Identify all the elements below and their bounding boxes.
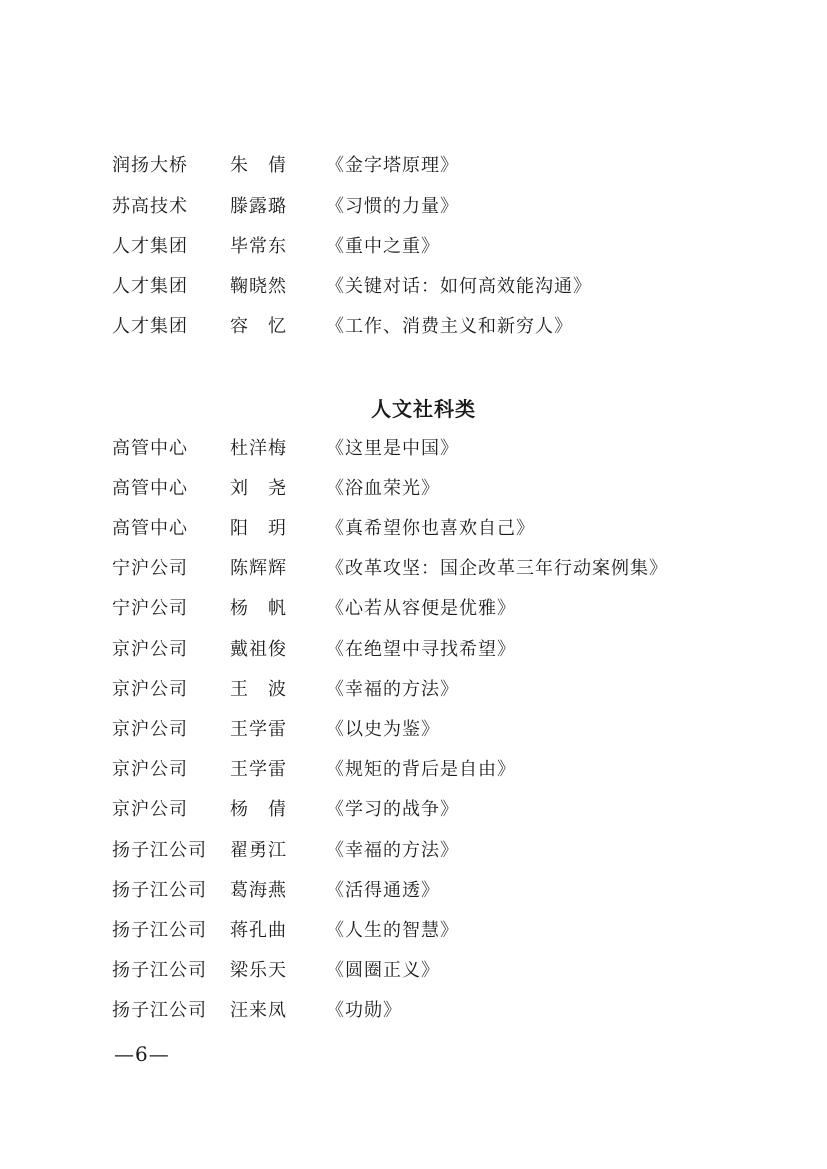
person-name: 刘 尧 — [230, 478, 287, 499]
organization-name: 人才集团 — [112, 276, 188, 297]
organization-name: 高管中心 — [112, 518, 188, 539]
organization-name: 京沪公司 — [112, 639, 188, 660]
book-title: 《学习的战争》 — [326, 799, 459, 820]
person-name: 鞠晓然 — [230, 276, 287, 297]
person-name: 汪来凤 — [230, 1000, 287, 1021]
book-title: 《工作、消费主义和新穷人》 — [326, 316, 573, 337]
person-name: 蒋孔曲 — [230, 920, 287, 941]
organization-name: 扬子江公司 — [112, 920, 207, 941]
organization-name: 扬子江公司 — [112, 840, 207, 861]
book-title: 《改革攻坚：国企改革三年行动案例集》 — [326, 558, 668, 579]
organization-name: 扬子江公司 — [112, 960, 207, 981]
book-title: 《幸福的方法》 — [326, 840, 459, 861]
book-title: 《心若从容便是优雅》 — [326, 598, 516, 619]
organization-name: 京沪公司 — [112, 799, 188, 820]
book-title: 《金字塔原理》 — [326, 155, 459, 176]
organization-name: 扬子江公司 — [112, 1000, 207, 1021]
person-name: 王学雷 — [230, 719, 287, 740]
organization-name: 宁沪公司 — [112, 558, 188, 579]
person-name: 毕常东 — [230, 236, 287, 257]
person-name: 翟勇江 — [230, 840, 287, 861]
book-title: 《浴血荣光》 — [326, 478, 440, 499]
book-title: 《活得通透》 — [326, 880, 440, 901]
organization-name: 高管中心 — [112, 438, 188, 459]
person-name: 王 波 — [230, 679, 287, 700]
organization-name: 高管中心 — [112, 478, 188, 499]
organization-name: 京沪公司 — [112, 719, 188, 740]
book-title: 《圆圈正义》 — [326, 960, 440, 981]
organization-name: 人才集团 — [112, 316, 188, 337]
person-name: 容 忆 — [230, 316, 287, 337]
person-name: 杜洋梅 — [230, 438, 287, 459]
person-name: 王学雷 — [230, 759, 287, 780]
person-name: 滕露璐 — [230, 196, 287, 217]
organization-name: 京沪公司 — [112, 759, 188, 780]
book-title: 《在绝望中寻找希望》 — [326, 639, 516, 660]
book-title: 《功勋》 — [326, 1000, 402, 1021]
page-number: —6— — [114, 1042, 170, 1066]
organization-name: 苏高技术 — [112, 196, 188, 217]
person-name: 阳 玥 — [230, 518, 287, 539]
book-title: 《这里是中国》 — [326, 438, 459, 459]
organization-name: 京沪公司 — [112, 679, 188, 700]
person-name: 杨 帆 — [230, 598, 287, 619]
book-title: 《重中之重》 — [326, 236, 440, 257]
book-title: 《真希望你也喜欢自己》 — [326, 518, 535, 539]
organization-name: 润扬大桥 — [112, 155, 188, 176]
person-name: 葛海燕 — [230, 880, 287, 901]
person-name: 朱 倩 — [230, 155, 287, 176]
person-name: 陈辉辉 — [230, 558, 287, 579]
section-heading: 人文社科类 — [371, 397, 476, 421]
book-title: 《人生的智慧》 — [326, 920, 459, 941]
person-name: 杨 倩 — [230, 799, 287, 820]
person-name: 戴祖俊 — [230, 639, 287, 660]
book-title: 《幸福的方法》 — [326, 679, 459, 700]
book-title: 《习惯的力量》 — [326, 196, 459, 217]
organization-name: 人才集团 — [112, 236, 188, 257]
book-title: 《以史为鉴》 — [326, 719, 440, 740]
organization-name: 宁沪公司 — [112, 598, 188, 619]
book-title: 《规矩的背后是自由》 — [326, 759, 516, 780]
book-title: 《关键对话：如何高效能沟通》 — [326, 276, 592, 297]
organization-name: 扬子江公司 — [112, 880, 207, 901]
person-name: 梁乐天 — [230, 960, 287, 981]
